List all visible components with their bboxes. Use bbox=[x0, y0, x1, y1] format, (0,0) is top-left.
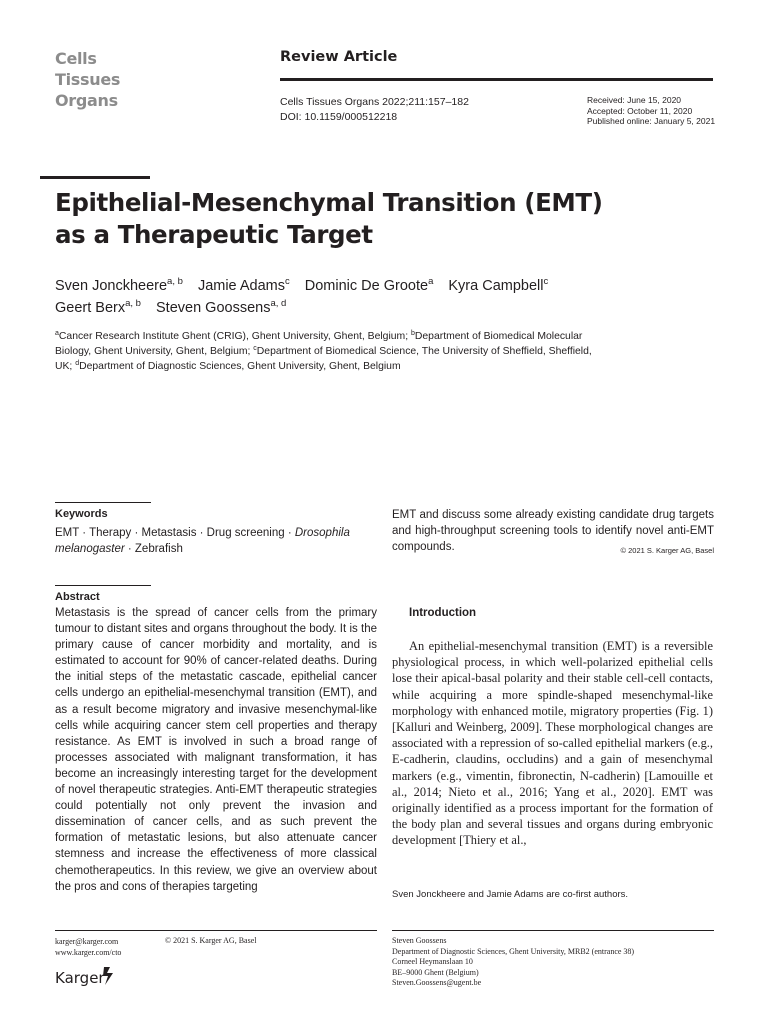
publisher-logo: Karger bbox=[55, 969, 105, 987]
publisher-contact bbox=[55, 936, 121, 958]
abstract-heading: Abstract bbox=[55, 591, 100, 603]
keywords-rule bbox=[55, 502, 151, 503]
affiliation-b: Department of Biomedical Molecular Biology, Ghent University, Ghent, Belgium; bbox=[55, 331, 583, 357]
date-published: Published online: January 5, 2021 bbox=[587, 116, 716, 126]
abstract-text: Metastasis is the spread of cancer cells from the primary tumour to distant sites and organs throughout the body. It is the primary cause of cancer morbidity and mortality, and is estimated to account for 90% of cancer-related deaths. During the initial steps of the metastatic cascade, epithelial cancer cells undergo an epithelial-mesenchymal transition (EMT), and as a result become migratory and invasive mesenchymal-like cells while acquiring cancer stem cell properties and therapy resistance. As EMT is involved in such a broad range of processes associated with malignant transformation, it has become an increasingly interesting target for the development of novel therapeutic strategies. Anti-EMT therapeutic strategies could potentially not only prevent the invasion and dissemination of cancer cells, and as such prevent the formation of metastatic lesions, but also attenuate cancer stemness and increase the effectiveness of more classical chemotherapeutics. In this review, we give an overview about the pros and cons of therapies targeting bbox=[55, 607, 377, 893]
author[interactable]: Sven Jonckheere$^{a, b}$ bbox=[55, 276, 183, 294]
author[interactable]: Dominic De Groote$^a$ bbox=[304, 276, 434, 294]
journal-name-line2: Tissues bbox=[55, 70, 121, 89]
keywords-list: EMT · Therapy · Metastasis · Drug screening · Drosophila melanogaster · Zebrafish bbox=[55, 527, 350, 555]
author[interactable]: Steven Goossens$^{a, d}$ bbox=[156, 298, 287, 316]
correspondence-name: Steven Goossens bbox=[392, 936, 447, 945]
abstract-copyright: © 2021 S. Karger AG, Basel bbox=[620, 546, 714, 556]
footer-copyright: © 2021 S. Karger AG, Basel bbox=[165, 936, 257, 945]
publisher-url[interactable]: www.karger.com/cto bbox=[55, 948, 122, 957]
introduction-heading: Introduction bbox=[409, 607, 477, 619]
correspondence-dept: Department of Diagnostic Sciences, Ghent University, MRB2 (entrance 38) bbox=[392, 946, 635, 956]
affiliation-a: Cancer Research Institute Ghent (CRIG), Ghent University, Ghent, Belgium; bbox=[58, 331, 411, 342]
author[interactable]: Geert Berx$^{a, b}$ bbox=[55, 298, 141, 316]
correspondence-email[interactable]: Steven.Goossens@ugent.be bbox=[392, 978, 482, 987]
affiliation-d: Department of Diagnostic Sciences, Ghent University, Ghent, Belgium bbox=[79, 361, 401, 372]
citation bbox=[280, 95, 469, 125]
article-dates bbox=[587, 95, 715, 127]
citation-reference: Cells Tissues Organs 2022;211:157–182 bbox=[280, 96, 469, 108]
citation-doi[interactable]: DOI: 10.1159/000512218 bbox=[280, 111, 398, 123]
abstract-continuation: EMT and discuss some already existing candidate drug targets and high-throughput screening tools to identify novel anti-EMT compounds. © 2021 S. Karger AG, Basel bbox=[392, 507, 714, 559]
date-received: Received: June 15, 2020 bbox=[587, 95, 682, 105]
correspondence-street: Corneel Heymanslaan 10 bbox=[392, 957, 473, 966]
author-list bbox=[55, 275, 715, 319]
publisher-email[interactable]: karger@karger.com bbox=[55, 937, 119, 946]
author[interactable]: Jamie Adams$^c$ bbox=[197, 276, 290, 294]
correspondence bbox=[392, 936, 634, 989]
footer-rule-left bbox=[55, 930, 377, 931]
journal-logo bbox=[55, 48, 120, 111]
author[interactable]: Kyra Campbell$^c$ bbox=[448, 276, 549, 294]
article-title bbox=[55, 187, 705, 251]
title-line1: Epithelial-Mesenchymal Transition (EMT) bbox=[55, 188, 603, 217]
journal-name-line3: Organs bbox=[55, 91, 118, 110]
introduction-text: An epithelial-mesenchymal transition (EMT) is a reversible physiological process, in which well-polarized epithelial cells lose their apical-basal polarity and their stable cell-cell contacts, while acquiring a more spindle-shaped mesenchymal-like morphology with enhanced motile, migratory properties (Fig. 1) [Kalluri and Weinberg, 2009]. These morphological changes are associated with a repression of so-called epithelial markers (e.g., E-cadherin, claudins, occludins) and a gain of mesenchymal markers (e.g., vimentin, fibronectin, N-cadherin) [Lamouille et al., 2014; Nieto et al., 2016; Yang et al., 2020]. EMT was originally identified as a process important for the formation of the body plan and several tissues and organs during embryonic development [Thiery et al., bbox=[392, 639, 713, 848]
abstract-rule bbox=[55, 585, 151, 586]
footer-rule-right bbox=[392, 930, 714, 931]
date-accepted: Accepted: October 11, 2020 bbox=[587, 105, 693, 116]
header-rule bbox=[280, 78, 713, 81]
cofirst-authors-note: Sven Jonckheere and Jamie Adams are co-first authors. bbox=[392, 889, 629, 900]
title-rule bbox=[40, 176, 150, 179]
affiliation-c: Department of Biomedical Science, The University of Sheffield, Sheffield, UK; bbox=[55, 346, 592, 372]
article-type: Review Article bbox=[280, 49, 398, 65]
journal-name-line1: Cells bbox=[55, 49, 97, 68]
publisher-logo-mark-icon bbox=[101, 965, 119, 987]
affiliations: $^a$Cancer Research Institute Ghent (CRIG), Ghent University, Ghent, Belgium; $^b$Department of Biomedical Molecular Biology, Ghent University, Ghent, Belgium; $^c$Department of Biomedical Science, The University of Sheffield, Sheffield, UK; $^d$Department of Diagnostic Sciences, Ghent University, Ghent, Belgium bbox=[55, 330, 592, 372]
title-line2: as a Therapeutic Target bbox=[55, 220, 373, 249]
keywords-heading: Keywords bbox=[55, 508, 108, 520]
correspondence-city: BE–9000 Ghent (Belgium) bbox=[392, 967, 479, 977]
